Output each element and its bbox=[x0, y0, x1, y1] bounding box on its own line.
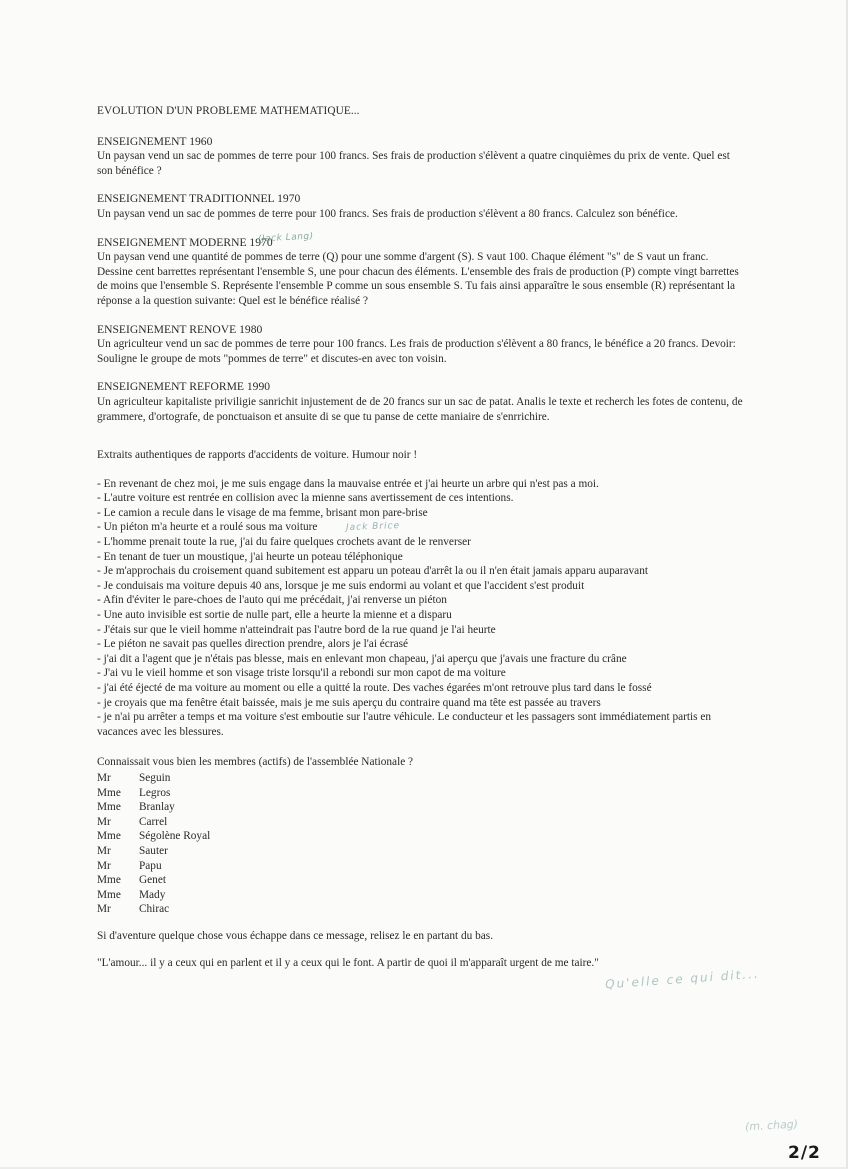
section-moderne-1970 bbox=[97, 236, 747, 309]
list-item: - Je m'approchais du croisement quand subitement est apparu un poteau d'arrêt la ou il n'en était jamais apparu auparavant bbox=[97, 565, 648, 578]
list-item: - L'homme prenait toute la rue, j'ai du faire quelques crochets avant de le renverser bbox=[97, 536, 471, 549]
member-title: Mme bbox=[97, 888, 121, 901]
table-row bbox=[97, 844, 210, 859]
member-name: Carrel bbox=[139, 815, 168, 828]
handwritten-note: Qu'elle ce qui dit... bbox=[604, 966, 761, 992]
member-title: Mr bbox=[97, 859, 111, 872]
member-title: Mr bbox=[97, 815, 111, 828]
accidents-list bbox=[97, 477, 747, 740]
list-item: - Le camion a recule dans le visage de ma femme, brisant mon pare-brise bbox=[97, 506, 428, 519]
list-item: - Afin d'éviter le pare-choes de l'auto qui me précédait, j'ai renverse un piéton bbox=[97, 594, 447, 607]
list-item: - J'ai vu le vieil homme et son visage triste lorsqu'il a rebondi sur mon capot de ma voiture bbox=[97, 667, 506, 680]
table-row bbox=[97, 873, 210, 888]
member-name: Branlay bbox=[139, 801, 175, 814]
member-title: Mr bbox=[97, 771, 111, 784]
document-title: EVOLUTION D'UN PROBLEME MATHEMATIQUE... bbox=[97, 105, 360, 117]
handwritten-note: (Jack Lang) bbox=[257, 231, 314, 245]
table-row bbox=[97, 859, 210, 874]
list-item: - Un piéton m'a heurte et a roulé sous ma voiture bbox=[97, 521, 318, 534]
section-heading: ENSEIGNEMENT 1960 bbox=[97, 134, 213, 148]
accidents-intro: Extraits authentiques de rapports d'accidents de voiture. Humour noir ! bbox=[97, 449, 418, 462]
list-item: - Le piéton ne savait pas quelles direction prendre, alors je l'ai écrasé bbox=[97, 638, 409, 651]
section-reforme-1990 bbox=[97, 380, 747, 424]
member-title: Mme bbox=[97, 874, 121, 887]
table-row bbox=[97, 829, 210, 844]
section-renove-1980 bbox=[97, 323, 747, 367]
members-table bbox=[97, 771, 210, 917]
handwritten-note: Jack Brice bbox=[345, 521, 401, 533]
member-name: Seguin bbox=[139, 771, 171, 784]
section-heading: ENSEIGNEMENT TRADITIONNEL 1970 bbox=[97, 192, 301, 206]
list-item: - j'ai dit a l'agent que je n'étais pas blesse, mais en enlevant mon chapeau, j'ai aperçu que j'avais une fracture du crâne bbox=[97, 652, 627, 665]
section-heading: ENSEIGNEMENT RENOVE 1980 bbox=[97, 322, 263, 336]
member-name: Ségolène Royal bbox=[139, 830, 211, 843]
section-heading: ENSEIGNEMENT REFORME 1990 bbox=[97, 380, 271, 394]
read-hint: Si d'aventure quelque chose vous échappe dans ce message, relisez le en partant du bas. bbox=[97, 929, 494, 942]
section-heading: ENSEIGNEMENT MODERNE 1970 bbox=[97, 235, 273, 249]
closing-quote: "L'amour... il y a ceux qui en parlent et il y a ceux qui le font. A partir de quoi il m'apparaît urgent de me taire." bbox=[97, 956, 599, 969]
table-row bbox=[97, 786, 210, 801]
list-item: - je croyais que ma fenêtre était baissée, mais je me suis aperçu du contraire quand ma tête est passée au travers bbox=[97, 696, 601, 709]
table-row bbox=[97, 888, 210, 903]
quiz-question: Connaissait vous bien les membres (actifs) de l'assemblée Nationale ? bbox=[97, 756, 414, 769]
list-item: - En tenant de tuer un moustique, j'ai heurte un poteau téléphonique bbox=[97, 550, 403, 563]
member-name: Sauter bbox=[139, 844, 168, 857]
list-item: - L'autre voiture est rentrée en collision avec la mienne sans avertissement de ces intentions. bbox=[97, 492, 514, 505]
table-row bbox=[97, 902, 210, 917]
section-text: Un paysan vend un sac de pommes de terre pour 100 francs. Ses frais de production s'élèvent a 80 francs. Calculez son bénéfice. bbox=[97, 207, 678, 220]
member-name: Mady bbox=[139, 888, 166, 901]
list-item: - Je conduisais ma voiture depuis 40 ans, lorsque je me suis endormi au volant et que l'accident s'est produit bbox=[97, 579, 585, 592]
section-text: Un paysan vend un sac de pommes de terre pour 100 francs. Ses frais de production s'élèvent a quatre cinquièmes du prix de vente. Quel est son bénéfice ? bbox=[97, 150, 730, 177]
handwritten-note: (m. chag) bbox=[744, 1117, 799, 1134]
member-name: Papu bbox=[139, 859, 162, 872]
section-text: Un agriculteur vend un sac de pommes de terre pour 100 francs. Les frais de production s'élèvent a 80 francs, le bénéfice a 20 francs. Devoir: Souligne le groupe de mots "pommes de terre" et discutes-en avec ton voisin. bbox=[97, 338, 736, 365]
section-text: Un paysan vend une quantité de pommes de terre (Q) pour une somme d'argent (S). S vaut 100. Chaque élément "s" de S vaut un franc. Dessine cent barrettes représentant l'ensemble S, une pour chacun des éléments. L'ensemble des frais de production (P) compte vingt barrettes de moins que l'ensemble S. Représente l'ensemble P comme un sous ensemble S. Tu fais ainsi apparaître le sous ensemble (R) représentant la réponse a la question suivante: Quel est le bénéfice réalisé ? bbox=[97, 251, 739, 307]
section-traditionnel-1970 bbox=[97, 192, 747, 221]
list-item: - Une auto invisible est sortie de nulle part, elle a heurte la mienne et a disparu bbox=[97, 609, 452, 622]
table-row bbox=[97, 771, 210, 786]
list-item: - J'étais sur que le vieil homme n'atteindrait pas l'autre bord de la rue quand je l'ai heurte bbox=[97, 623, 496, 636]
member-title: Mr bbox=[97, 903, 111, 916]
list-item: - j'ai été éjecté de ma voiture au moment ou elle a quitté la route. Des vaches égarées m'ont retrouve plus tard dans le fossé bbox=[97, 682, 652, 694]
member-title: Mme bbox=[97, 786, 121, 799]
section-1960 bbox=[97, 135, 747, 179]
table-row bbox=[97, 800, 210, 815]
table-row bbox=[97, 815, 210, 830]
document-body bbox=[97, 104, 747, 970]
member-name: Chirac bbox=[139, 903, 170, 916]
section-text: Un agriculteur kapitaliste priviligie sanrichit injustement de de 20 francs sur un sac de patat. Analis le texte et recherch les fotes de contenu, de grammere, d'ortografe, de ponctuaison et ansuite di se que tu panse de cette maniaire de s'enrrichire. bbox=[97, 395, 743, 423]
member-title: Mme bbox=[97, 801, 121, 814]
member-name: Genet bbox=[139, 874, 166, 887]
member-title: Mme bbox=[97, 830, 121, 843]
list-item: - En revenant de chez moi, je me suis engage dans la mauvaise entrée et j'ai heurte un arbre qui n'est pas a moi. bbox=[97, 477, 599, 490]
list-item: - je n'ai pu arrêter a temps et ma voiture s'est emboutie sur l'autre véhicule. Le conducteur et les passagers sont immédiatement partis en vacances avec les blessures. bbox=[97, 711, 712, 738]
member-name: Legros bbox=[139, 786, 171, 799]
member-title: Mr bbox=[97, 844, 111, 857]
page-number: 2/2 bbox=[788, 1143, 821, 1163]
